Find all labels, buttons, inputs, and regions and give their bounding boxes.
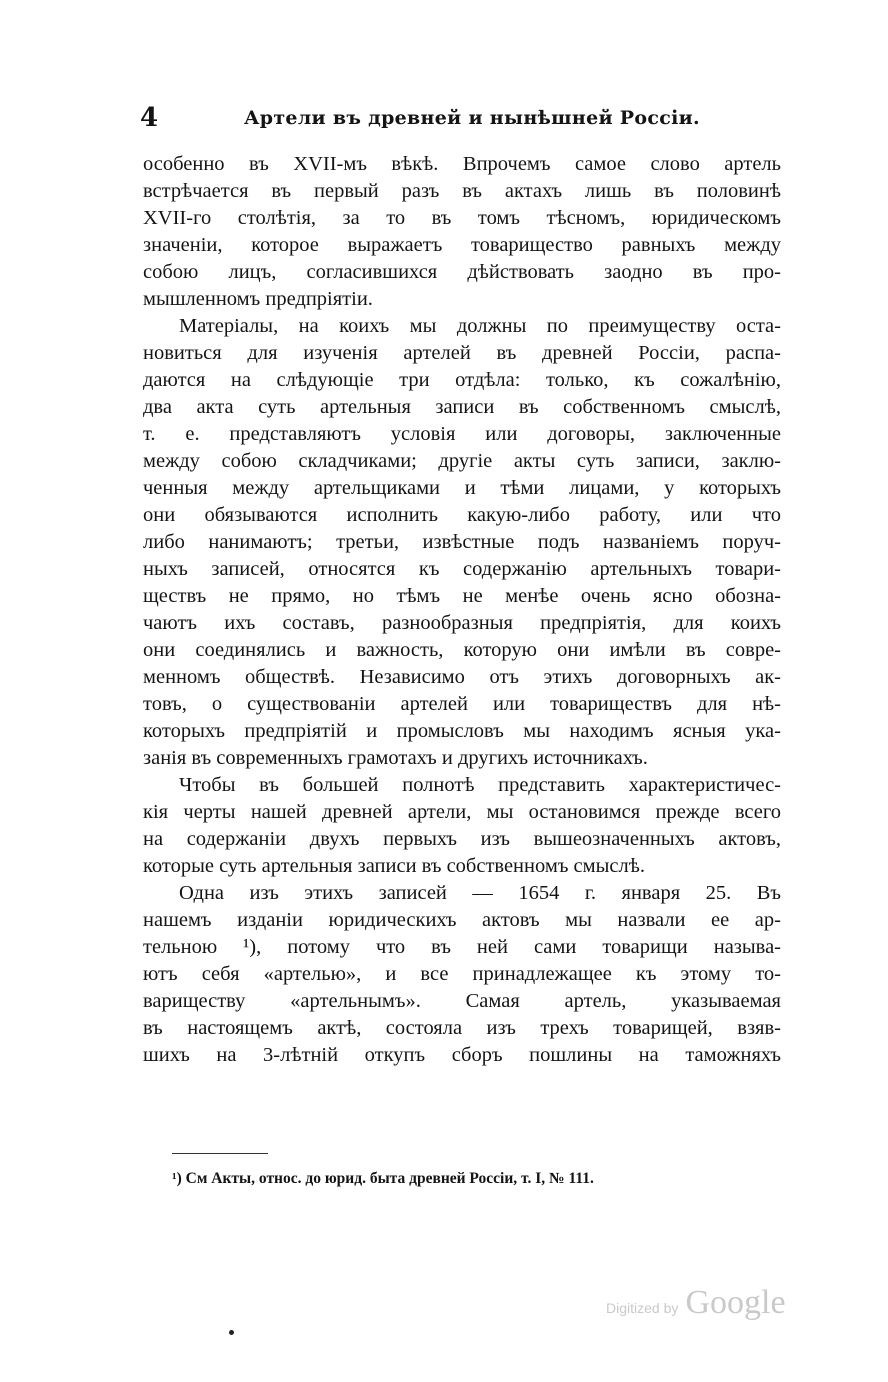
text-line: т. е. представляютъ условія или договоры, заключенные bbox=[143, 423, 781, 445]
text-line: въ настоящемъ актѣ, состояла изъ трехъ товарищей, взяв- bbox=[143, 1017, 781, 1039]
text-line: ченныя между артельщиками и тѣми лицами, у которыхъ bbox=[143, 477, 781, 499]
text-line: на содержаніи двухъ первыхъ изъ вышеозначенныхъ актовъ, bbox=[143, 828, 781, 850]
text-line: Матеріалы, на коихъ мы должны по преимуществу оста- bbox=[179, 315, 781, 337]
text-line: между собою складчиками; другіе акты суть записи, заклю- bbox=[143, 450, 781, 472]
body-text bbox=[143, 151, 781, 1069]
ink-speck bbox=[229, 1330, 234, 1335]
text-line: либо нанимаютъ; третьи, извѣстные подъ названіемъ поруч- bbox=[143, 531, 781, 553]
text-line: XVII-го столѣтія, за то въ томъ тѣсномъ, юридическомъ bbox=[143, 207, 781, 229]
text-line: шихъ на 3-лѣтній откупъ сборъ пошлины на таможняхъ bbox=[143, 1044, 781, 1066]
text-line: ществъ не прямо, но тѣмъ не менѣе очень ясно обозна- bbox=[143, 585, 781, 607]
digitized-watermark bbox=[606, 1284, 786, 1324]
text-line: даются на слѣдующіе три отдѣла: только, къ сожалѣнію, bbox=[143, 369, 781, 391]
text-line: особенно въ XVII-мъ вѣкѣ. Впрочемъ самое слово артель bbox=[143, 153, 781, 175]
text-line: собою лицъ, согласившихся дѣйствовать заодно въ про- bbox=[143, 261, 781, 283]
page-header bbox=[140, 100, 785, 136]
footnote-divider bbox=[172, 1153, 268, 1154]
text-line: два акта суть артельныя записи въ собственномъ смыслѣ, bbox=[143, 396, 781, 418]
text-line: встрѣчается въ первый разъ въ актахъ лишь въ половинѣ bbox=[143, 180, 781, 202]
text-line: которые суть артельныя записи въ собственномъ смыслѣ. bbox=[143, 855, 645, 877]
text-line: занія въ современныхъ грамотахъ и другихъ источникахъ. bbox=[143, 747, 648, 769]
footnote: ¹) См Акты, относ. до юрид. быта древней Россіи, т. I, № 111. bbox=[172, 1170, 594, 1187]
text-line: значеніи, которое выражаетъ товарищество равныхъ между bbox=[143, 234, 781, 256]
text-line: ютъ себя «артелью», и все принадлежащее къ этому то- bbox=[143, 963, 781, 985]
text-line: Чтобы въ большей полнотѣ представить характеристичес- bbox=[179, 774, 781, 796]
google-logo: Google bbox=[685, 1284, 786, 1321]
text-line: они обязываются исполнить какую-либо работу, или что bbox=[143, 504, 781, 526]
text-line: менномъ обществѣ. Независимо отъ этихъ договорныхъ ак- bbox=[143, 666, 781, 688]
text-line: кія черты нашей древней артели, мы остановимся прежде всего bbox=[143, 801, 781, 823]
text-line: вариществу «артельнымъ». Самая артель, указываемая bbox=[143, 990, 781, 1012]
text-line: ныхъ записей, относятся къ содержанію артельныхъ товари- bbox=[143, 558, 781, 580]
text-line: новиться для изученія артелей въ древней Россіи, распа- bbox=[143, 342, 781, 364]
text-line: мышленномъ предпріятіи. bbox=[143, 288, 373, 310]
running-title: Артели въ древней и нынѣшней Россіи. bbox=[244, 107, 700, 129]
text-line: тельною ¹), потому что въ ней сами товарищи называ- bbox=[143, 936, 781, 958]
text-line: нашемъ изданіи юридическихъ актовъ мы назвали ее ар- bbox=[143, 909, 781, 931]
text-line: Одна изъ этихъ записей — 1654 г. января 25. Въ bbox=[179, 882, 781, 904]
text-line: чаютъ ихъ составъ, разнообразныя предпріятія, для коихъ bbox=[143, 612, 781, 634]
text-line: товъ, о существованіи артелей или товариществъ для нѣ- bbox=[143, 693, 781, 715]
text-line: они соединялись и важность, которую они имѣли въ совре- bbox=[143, 639, 781, 661]
watermark-prefix: Digitized by bbox=[606, 1300, 679, 1316]
page-number: 4 bbox=[140, 103, 159, 133]
text-line: которыхъ предпріятій и промысловъ мы находимъ ясныя ука- bbox=[143, 720, 781, 742]
